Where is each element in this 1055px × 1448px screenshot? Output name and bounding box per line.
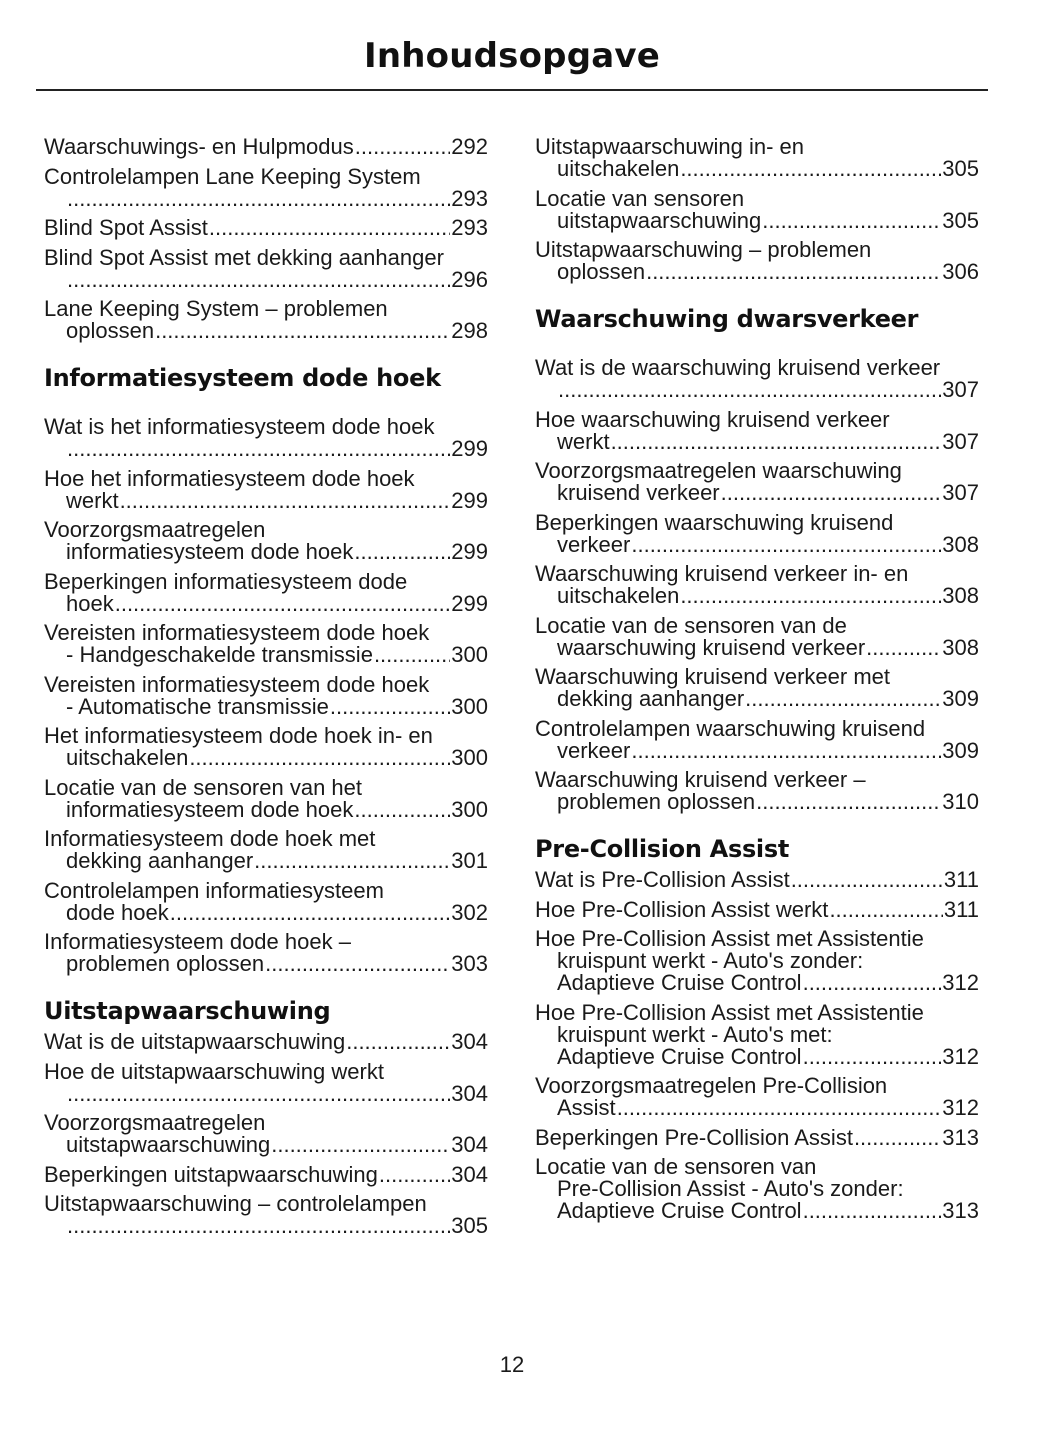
toc-entry-text: uitschakelen xyxy=(66,745,189,770)
toc-entry[interactable] xyxy=(535,406,979,454)
toc-page-number: 312 xyxy=(942,1095,979,1120)
toc-entry[interactable] xyxy=(44,877,488,925)
toc-entry-text: Beperkingen uitstapwaarschuwing xyxy=(44,1161,378,1187)
toc-entry-text: Locatie van de sensoren van het xyxy=(44,774,363,800)
toc-entry-text: werkt xyxy=(66,487,119,513)
dot-leader xyxy=(631,534,941,556)
toc-column-left xyxy=(44,136,488,1245)
toc-entry-text: Beperkingen Pre-Collision Assist xyxy=(535,1124,853,1150)
toc-entry-text: Pre-Collision Assist - Auto's zonder: xyxy=(557,1176,904,1201)
toc-entry-text: Voorzorgsmaatregelen waarschuwing xyxy=(535,458,902,483)
dot-leader xyxy=(67,1083,450,1105)
toc-entry-text: Wat is de uitstapwaarschuwing xyxy=(44,1029,346,1054)
toc-page-number: 308 xyxy=(942,634,979,660)
dot-leader xyxy=(829,899,942,921)
toc-entry-text: problemen oplossen xyxy=(66,951,265,976)
dot-leader xyxy=(354,799,450,821)
toc-entry[interactable] xyxy=(44,136,488,158)
toc-entry-text: dode hoek xyxy=(66,899,169,925)
toc-entry[interactable] xyxy=(44,519,488,563)
toc-entry-text: Uitstapwaarschuwing in- en xyxy=(535,134,805,159)
toc-entry-text: Locatie van sensoren xyxy=(535,185,745,211)
toc-page-number: 305 xyxy=(942,156,979,181)
toc-entry-text: Waarschuwing kruisend verkeer in- en xyxy=(535,561,909,586)
toc-entry-text: uitstapwaarschuwing xyxy=(66,1132,271,1157)
dot-leader xyxy=(170,902,451,924)
toc-entry[interactable] xyxy=(44,416,488,460)
toc-entry[interactable] xyxy=(44,725,488,769)
toc-entry[interactable] xyxy=(535,1075,979,1119)
dot-leader xyxy=(265,953,450,975)
page-number: 12 xyxy=(499,1352,525,1377)
toc-page-number: 299 xyxy=(451,539,488,564)
toc-entry[interactable] xyxy=(44,931,488,975)
dot-leader xyxy=(803,972,942,994)
toc-page-number: 296 xyxy=(451,266,488,292)
toc-entry[interactable] xyxy=(535,1156,979,1222)
dot-leader xyxy=(67,438,450,460)
toc-entry-text: dekking aanhanger xyxy=(66,848,254,873)
toc-page-number: 300 xyxy=(451,642,488,667)
toc-group xyxy=(44,1031,488,1237)
toc-entry-text: Informatiesysteem dode hoek met xyxy=(44,826,376,851)
toc-entry[interactable] xyxy=(535,999,979,1069)
toc-entry-text: Beperkingen waarschuwing kruisend xyxy=(535,509,894,535)
toc-entry-text: Vereisten informatiesysteem dode hoek xyxy=(44,620,430,645)
toc-page-number: 304 xyxy=(451,1161,488,1187)
toc-entry-text: dekking aanhanger xyxy=(557,686,745,711)
toc-entry[interactable] xyxy=(535,563,979,607)
toc-page-number: 308 xyxy=(942,583,979,608)
toc-entry-text: problemen oplossen xyxy=(557,789,756,814)
toc-entry-text: kruispunt werkt - Auto's zonder: xyxy=(557,948,864,973)
toc-page-number: 310 xyxy=(942,789,979,814)
toc-entry-text: Wat is de waarschuwing kruisend verkeer xyxy=(535,355,941,380)
dot-leader xyxy=(803,1046,942,1068)
toc-entry[interactable] xyxy=(44,774,488,822)
toc-entry[interactable] xyxy=(44,568,488,616)
toc-entry-text: - Handgeschakelde transmissie xyxy=(66,642,373,667)
toc-entry-text: Wat is het informatiesysteem dode hoek xyxy=(44,414,435,439)
dot-leader xyxy=(346,1031,450,1053)
toc-entry-text: Locatie van de sensoren van xyxy=(535,1154,817,1179)
toc-entry-text: - Automatische transmissie xyxy=(66,693,329,719)
toc-entry[interactable] xyxy=(535,239,979,283)
dot-leader xyxy=(209,217,450,239)
toc-entry-text: Controlelampen waarschuwing kruisend xyxy=(535,715,926,741)
toc-entry-text: Lane Keeping System – problemen xyxy=(44,296,388,321)
toc-group xyxy=(535,136,979,283)
toc-page-number: 312 xyxy=(942,1043,979,1069)
toc-entry[interactable] xyxy=(44,1058,488,1106)
toc-entry-text: verkeer xyxy=(557,737,631,763)
toc-entry-text: Adaptieve Cruise Control xyxy=(557,1198,802,1223)
dot-leader xyxy=(67,1215,450,1237)
dot-leader xyxy=(355,136,451,158)
toc-entry[interactable] xyxy=(44,828,488,872)
toc-entry[interactable] xyxy=(535,612,979,660)
toc-entry-text: Waarschuwings- en Hulpmodus xyxy=(44,134,354,159)
toc-page-number: 299 xyxy=(451,487,488,513)
toc-page-number: 299 xyxy=(451,436,488,461)
toc-entry[interactable] xyxy=(44,1193,488,1237)
toc-entry-text: oplossen xyxy=(557,259,646,284)
toc-entry[interactable] xyxy=(44,163,488,211)
toc-entry-text: Het informatiesysteem dode hoek in- en xyxy=(44,723,433,748)
toc-entry-text: informatiesysteem dode hoek xyxy=(66,796,354,822)
toc-entry-text: Hoe de uitstapwaarschuwing werkt xyxy=(44,1058,384,1084)
toc-entry[interactable] xyxy=(44,217,488,239)
dot-leader xyxy=(189,747,450,769)
toc-entry-text: Controlelampen informatiesysteem xyxy=(44,877,384,903)
dot-leader xyxy=(354,541,450,563)
toc-column-right xyxy=(535,136,979,1230)
toc-group xyxy=(535,869,979,1222)
toc-page-number: 303 xyxy=(451,951,488,976)
toc-page-number: 304 xyxy=(451,1080,488,1106)
toc-entry[interactable] xyxy=(44,1112,488,1156)
toc-entry[interactable] xyxy=(535,928,979,994)
toc-entry-text: Wat is Pre-Collision Assist xyxy=(535,867,790,892)
toc-page-number: 305 xyxy=(451,1213,488,1238)
toc-entry-text: uitstapwaarschuwing xyxy=(557,207,762,233)
toc-entry-text: kruispunt werkt - Auto's met: xyxy=(557,1021,833,1047)
toc-page-number: 300 xyxy=(451,693,488,719)
toc-group xyxy=(44,416,488,975)
toc-page-number: 313 xyxy=(942,1198,979,1223)
toc-entry-text: Hoe waarschuwing kruisend verkeer xyxy=(535,406,890,432)
dot-leader xyxy=(67,188,450,210)
toc-page-number: 298 xyxy=(451,318,488,343)
dot-leader xyxy=(611,431,942,453)
dot-leader xyxy=(631,740,941,762)
toc-page-number: 293 xyxy=(451,185,488,211)
toc-entry-text: Assist xyxy=(557,1095,616,1120)
toc-entry-text: Hoe Pre-Collision Assist werkt xyxy=(535,896,829,922)
toc-entry[interactable] xyxy=(44,1031,488,1053)
toc-entry-text: waarschuwing kruisend verkeer xyxy=(557,634,866,660)
dot-leader xyxy=(680,158,941,180)
toc-entry-text: Waarschuwing kruisend verkeer – xyxy=(535,767,866,792)
toc-entry[interactable] xyxy=(44,622,488,666)
dot-leader xyxy=(271,1134,450,1156)
section-heading: Informatiesysteem dode hoek xyxy=(44,364,441,392)
toc-entry[interactable] xyxy=(535,136,979,180)
dot-leader xyxy=(558,379,941,401)
dot-leader xyxy=(617,1097,942,1119)
toc-group xyxy=(44,136,488,342)
toc-page-number: 309 xyxy=(942,686,979,711)
toc-entry[interactable] xyxy=(535,509,979,557)
toc-entry[interactable] xyxy=(535,896,979,922)
toc-entry-text: Vereisten informatiesysteem dode hoek xyxy=(44,671,430,697)
page-title: Inhoudsopgave xyxy=(364,36,660,76)
dot-leader xyxy=(374,644,450,666)
dot-leader xyxy=(330,696,450,718)
toc-page-number: 300 xyxy=(451,745,488,770)
toc-entry[interactable] xyxy=(44,671,488,719)
section-heading: Pre-Collision Assist xyxy=(535,835,790,863)
toc-entry-text: oplossen xyxy=(66,318,155,343)
toc-page-number: 307 xyxy=(942,480,979,505)
dot-leader xyxy=(866,637,941,659)
toc-entry-text: Uitstapwaarschuwing – problemen xyxy=(535,237,872,262)
toc-entry[interactable] xyxy=(535,715,979,763)
toc-page-number: 302 xyxy=(451,899,488,925)
toc-entry-text: Blind Spot Assist xyxy=(44,215,208,240)
toc-entry[interactable] xyxy=(44,1161,488,1187)
toc-entry-text: Hoe Pre-Collision Assist met Assistentie xyxy=(535,926,924,951)
dot-leader xyxy=(67,269,450,291)
toc-group xyxy=(535,357,979,813)
toc-entry-text: Beperkingen informatiesysteem dode xyxy=(44,568,408,594)
toc-entry-text: Hoe Pre-Collision Assist met Assistentie xyxy=(535,999,924,1025)
toc-entry[interactable] xyxy=(535,869,979,891)
toc-page-number: 311 xyxy=(943,896,979,922)
section-heading: Uitstapwaarschuwing xyxy=(44,997,331,1025)
toc-page-number: 305 xyxy=(942,207,979,233)
toc-entry-text: Voorzorgsmaatregelen xyxy=(44,1110,266,1135)
toc-page-number: 300 xyxy=(451,796,488,822)
toc-entry-text: Uitstapwaarschuwing – controlelampen xyxy=(44,1191,427,1216)
dot-leader xyxy=(791,869,943,891)
toc-page-number: 308 xyxy=(942,531,979,557)
toc-page-number: 313 xyxy=(942,1124,979,1150)
toc-entry-text: Voorzorgsmaatregelen xyxy=(44,517,266,542)
toc-entry[interactable] xyxy=(535,460,979,504)
dot-leader xyxy=(756,791,941,813)
dot-leader xyxy=(155,320,450,342)
toc-page-number: 301 xyxy=(451,848,488,873)
dot-leader xyxy=(762,210,941,232)
toc-entry[interactable] xyxy=(535,1124,979,1150)
dot-leader xyxy=(379,1164,450,1186)
toc-entry-text: uitschakelen xyxy=(557,583,680,608)
toc-entry[interactable] xyxy=(535,769,979,813)
toc-entry-text: uitschakelen xyxy=(557,156,680,181)
dot-leader xyxy=(803,1200,942,1222)
toc-entry-text: Adaptieve Cruise Control xyxy=(557,1043,802,1069)
toc-page-number: 293 xyxy=(451,215,488,240)
dot-leader xyxy=(680,585,941,607)
dot-leader xyxy=(854,1127,941,1149)
toc-entry-text: Informatiesysteem dode hoek – xyxy=(44,929,351,954)
title-divider xyxy=(36,89,988,91)
toc-page-number: 309 xyxy=(942,737,979,763)
toc-entry-text: Hoe het informatiesysteem dode hoek xyxy=(44,465,415,491)
toc-entry-text: Blind Spot Assist met dekking aanhanger xyxy=(44,244,444,270)
dot-leader xyxy=(254,850,450,872)
toc-page-number: 312 xyxy=(942,970,979,995)
toc-page-number: 311 xyxy=(943,867,979,892)
toc-entry-text: informatiesysteem dode hoek xyxy=(66,539,354,564)
toc-entry-text: werkt xyxy=(557,428,610,454)
dot-leader xyxy=(115,593,451,615)
toc-entry[interactable] xyxy=(44,298,488,342)
toc-entry-text: Locatie van de sensoren van de xyxy=(535,612,847,638)
toc-page-number: 292 xyxy=(451,134,488,159)
dot-leader xyxy=(745,688,941,710)
dot-leader xyxy=(721,482,942,504)
toc-page-number: 299 xyxy=(451,590,488,616)
toc-entry[interactable] xyxy=(535,357,979,401)
toc-page-number: 306 xyxy=(942,259,979,284)
toc-page-number: 307 xyxy=(942,377,979,402)
dot-leader xyxy=(120,490,451,512)
dot-leader xyxy=(646,261,941,283)
toc-entry[interactable] xyxy=(44,465,488,513)
toc-entry[interactable] xyxy=(535,666,979,710)
toc-entry-text: Voorzorgsmaatregelen Pre-Collision xyxy=(535,1073,888,1098)
toc-entry-text: kruisend verkeer xyxy=(557,480,720,505)
toc-entry[interactable] xyxy=(535,185,979,233)
toc-page-number: 307 xyxy=(942,428,979,454)
toc-page-number: 304 xyxy=(451,1029,488,1054)
toc-entry-text: hoek xyxy=(66,590,114,616)
toc-entry-text: Controlelampen Lane Keeping System xyxy=(44,163,421,189)
section-heading: Waarschuwing dwarsverkeer xyxy=(535,305,919,333)
toc-entry-text: Waarschuwing kruisend verkeer met xyxy=(535,664,890,689)
toc-page-number: 304 xyxy=(451,1132,488,1157)
toc-entry[interactable] xyxy=(44,244,488,292)
toc-entry-text: verkeer xyxy=(557,531,631,557)
toc-entry-text: Adaptieve Cruise Control xyxy=(557,970,802,995)
